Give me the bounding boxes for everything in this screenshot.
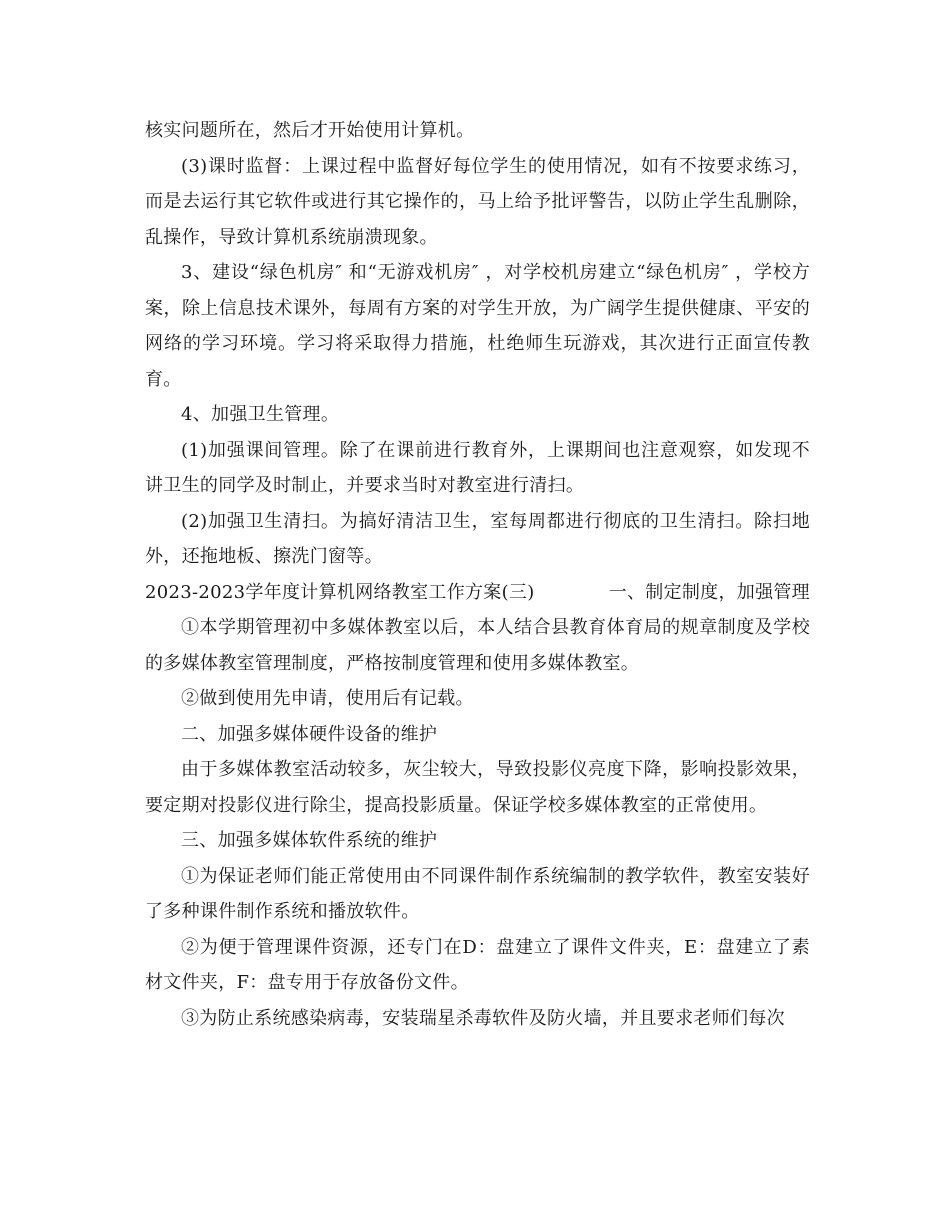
paragraph: 核实问题所在，然后才开始使用计算机。 — [145, 120, 475, 141]
section-title: 2023-2023学年度计算机网络教室工作方案(三) — [145, 581, 535, 603]
paragraph: 4、加强卫生管理。 — [181, 404, 340, 425]
heading: 三、加强多媒体软件系统的维护 — [181, 830, 438, 851]
paragraph: (3)课时监督：上课过程中监督好每位学生的使用情况，如有不按要求练习，而是去运行其它软件或进行其它操作的，马上给予批评警告，以防止学生乱删除，乱操作，导致计算机系统崩溃现象。 — [145, 155, 810, 248]
paragraph: ①本学期管理初中多媒体教室以后，本人结合县教育体育局的规章制度及学校的多媒体教室管理制度，严格按制度管理和使用多媒体教室。 — [145, 617, 810, 674]
paragraph: (2)加强卫生清扫。为搞好清洁卫生，室每周都进行彻底的卫生清扫。除扫地外，还拖地板、擦洗门窗等。 — [145, 510, 810, 567]
paragraph: ②为便于管理课件资源，还专门在D：盘建立了课件文件夹，E：盘建立了素材文件夹，F：盘专用于存放备份文件。 — [145, 936, 810, 993]
section-first-heading: 一、制定制度，加强管理 — [608, 581, 810, 603]
paragraph: ①为保证老师们能正常使用由不同课件制作系统编制的教学软件，教室安装好了多种课件制作系统和播放软件。 — [145, 865, 810, 922]
paragraph: (1)加强课间管理。除了在课前进行教育外，上课期间也注意观察，如发现不讲卫生的同学及时制止，并要求当时对教室进行清扫。 — [145, 439, 810, 496]
paragraph: ②做到使用先申请，使用后有记载。 — [181, 688, 474, 709]
paragraph: 3、建设“绿色机房″ 和“无游戏机房″ ，对学校机房建立“绿色机房″ ，学校方案，除上信息技术课外，每周有方案的对学生开放，为广阔学生提供健康、平安的网络的学习环境。学习将采取得力措施，杜绝师生玩游戏，其次进行正面宣传教育。 — [145, 262, 810, 390]
heading: 二、加强多媒体硬件设备的维护 — [181, 723, 438, 745]
document-body — [145, 113, 810, 1036]
section-title-row — [145, 575, 810, 611]
paragraph: 由于多媒体教室活动较多，灰尘较大，导致投影仪亮度下降，影响投影效果，要定期对投影仪进行除尘，提高投影质量。保证学校多媒体教室的正常使用。 — [145, 759, 810, 816]
paragraph: ③为防止系统感染病毒，安装瑞星杀毒软件及防火墙，并且要求老师们每次 — [181, 1007, 785, 1029]
